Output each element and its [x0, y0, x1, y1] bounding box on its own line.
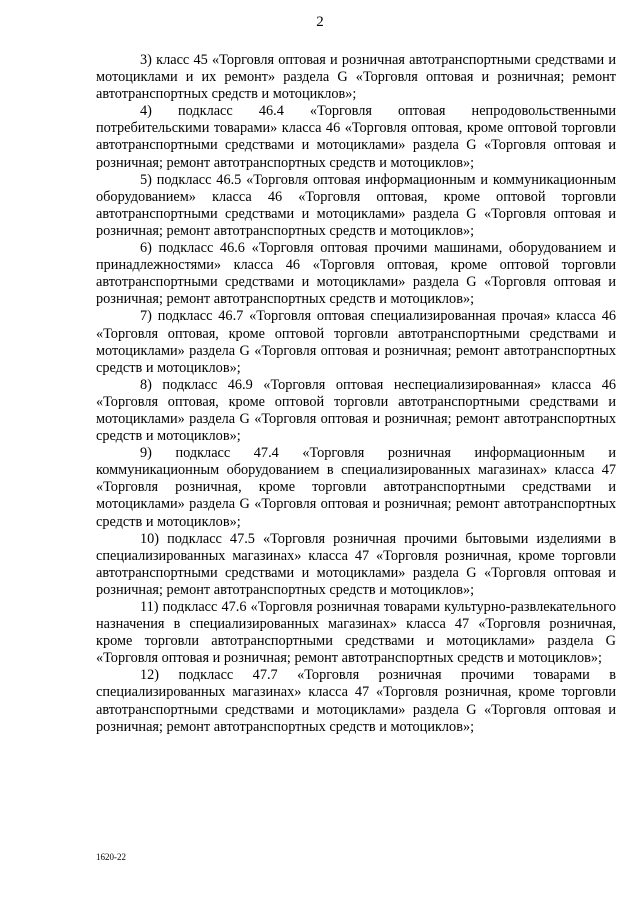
list-item-7: 7) подкласс 46.7 «Торговля оптовая специализированная прочая» класса 46 «Торговля оптовая, кроме оптовой торговли автотранспортными средствами и мотоциклами» раздела G «Торговля оптовая и розничная; ремонт автотранспортных средств и мотоциклов»; — [96, 308, 616, 376]
document-body — [96, 52, 616, 736]
page-number: 2 — [316, 14, 324, 30]
document-code: 1620-22 — [96, 852, 126, 862]
list-item-12: 12) подкласс 47.7 «Торговля розничная прочими товарами в специализированных магазинах» класса 47 «Торговля розничная, кроме торговли автотранспортными средствами и мотоциклами» раздела G «Торговля оптовая и розничная; ремонт автотранспортных средств и мотоциклов»; — [96, 667, 616, 735]
list-item-5: 5) подкласс 46.5 «Торговля оптовая информационным и коммуникационным оборудованием» класса 46 «Торговля оптовая, кроме оптовой торговли автотранспортными средствами и мотоциклами» раздела G «Торговля оптовая и розничная; ремонт автотранспортных средств и мотоциклов»; — [96, 171, 616, 239]
list-item-9: 9) подкласс 47.4 «Торговля розничная информационным и коммуникационным оборудованием в специализированных магазинах» класса 47 «Торговля розничная, кроме торговли автотранспортными средствами и мотоциклами» раздела G «Торговля оптовая и розничная; ремонт автотранспортных средств и мотоциклов»; — [96, 445, 616, 530]
list-item-4: 4) подкласс 46.4 «Торговля оптовая непродовольственными потребительскими товарами» класса 46 «Торговля оптовая, кроме оптовой торговли автотранспортными средствами и мотоциклами» раздела G «Торговля оптовая и розничная; ремонт автотранспортных средств и мотоциклов»; — [96, 103, 616, 171]
list-item-11: 11) подкласс 47.6 «Торговля розничная товарами культурно-развлекательного назначения в специализированных магазинах» класса 47 «Торговля розничная, кроме торговли автотранспортными средствами и мотоциклами» раздела G «Торговля оптовая и розничная; ремонт автотранспортных средств и мотоциклов»; — [96, 599, 616, 667]
list-item-3: 3) класс 45 «Торговля оптовая и розничная автотранспортными средствами и мотоциклами и их ремонт» раздела G «Торговля оптовая и розничная; ремонт автотранспортных средств и мотоциклов»; — [96, 52, 616, 103]
list-item-10: 10) подкласс 47.5 «Торговля розничная прочими бытовыми изделиями в специализированных магазинах» класса 47 «Торговля розничная, кроме торговли автотранспортными средствами и мотоциклами» раздела G «Торговля оптовая и розничная; ремонт автотранспортных средств и мотоциклов»; — [96, 530, 616, 598]
list-item-6: 6) подкласс 46.6 «Торговля оптовая прочими машинами, оборудованием и принадлежностями» класса 46 «Торговля оптовая, кроме оптовой торговли автотранспортными средствами и мотоциклами» раздела G «Торговля оптовая и розничная; ремонт автотранспортных средств и мотоциклов»; — [96, 240, 616, 308]
list-item-8: 8) подкласс 46.9 «Торговля оптовая неспециализированная» класса 46 «Торговля оптовая, кроме оптовой торговли автотранспортными средствами и мотоциклами» раздела G «Торговля оптовая и розничная; ремонт автотранспортных средств и мотоциклов»; — [96, 376, 616, 445]
